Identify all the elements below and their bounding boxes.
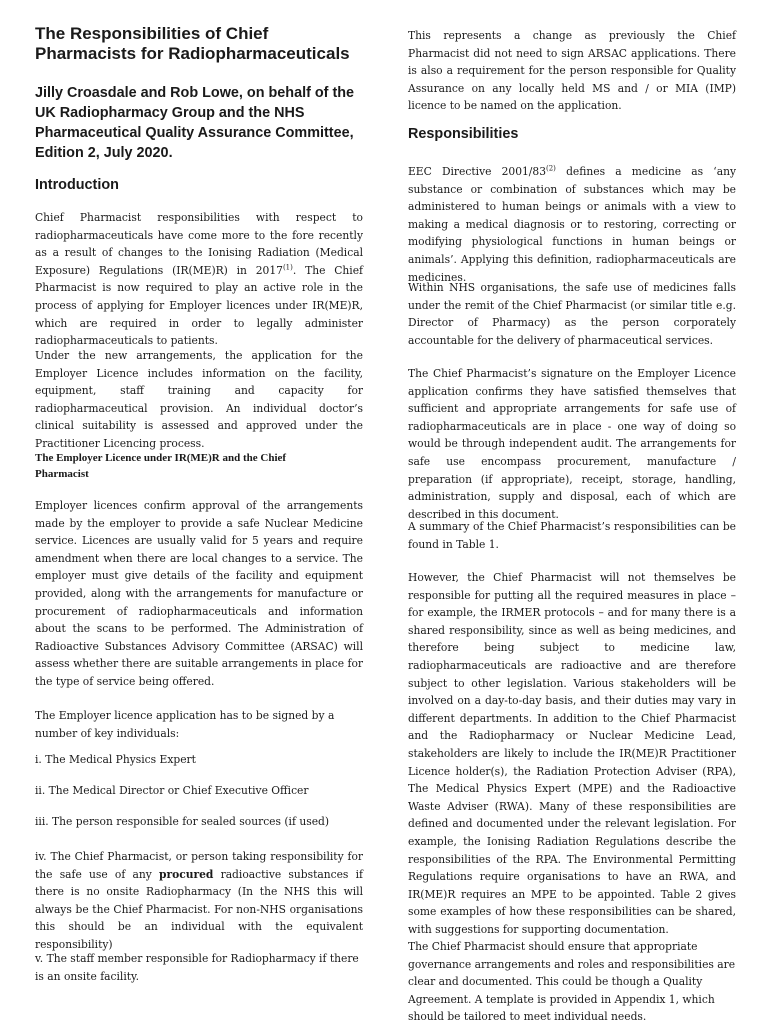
however-paragraph: However, the Chief Pharmacist will not themselves be responsible for putting all the required measures in place – for example, the IRMER protocols – and for many there is a shared responsibility, since as well as being medicines, and therefore being subject to medicine law, radiopharmaceuticals are radioactive and are therefore subject to other legislation. Various stakeholders will be involved on a day-to-day basis, and their duties may vary in different departments. In addition to the Chief Pharmacist and the Radiopharmacy or Nuclear Medicine Lead, stakeholders are likely to include the IR(ME)R Practitioner Licence holder(s), the Radiation Protection Adviser (RPA), The Medical Physics Expert (MPE) and the Radioactive Waste Adviser (RWA). Many of these responsibilities are defined and documented under the relevant legislation. For example, the Ionising Radiation Regulations describe the responsibilities of the RPA. The Environmental Permitting Regulations require organisations to have an RWA, and IR(ME)R requires an MPE to be appointed. Table 2 gives some examples of how these responsibilities can be shared, with suggestions for supporting documentation. [408,571,736,936]
authors-line: Jilly Croasdale and Rob Lowe, on behalf of the UK Radiopharmacy Group and the NHS Pharmaceutical Quality Assurance Committee, Edition 2, July 2020. [35,85,355,161]
signatory-item-1: i. The Medical Physics Expert [35,753,196,766]
intro-paragraph-2: Under the new arrangements, the application for the Employer Licence includes information on the facility, equipment, staff training and capacity for radiopharmaceutical provision. An individual doctor’s clinical suitability is assessed and approved under the Practitioner Licencing process. [35,349,363,450]
intro-paragraph-1-text-b: . The Chief Pharmacist is now required to play an active role in the process of applying for Employer licences under IR(ME)R, which are required in order to legally administer radiopharmaceuticals to patients. [35,263,363,348]
eec-text-a: EEC Directive 2001/83 [408,165,546,178]
citation-1: (1) [282,263,293,272]
signatory-item-4-text-b: radioactive substances if there is no onsite Radiopharmacy (In the NHS this will always be the Chief Pharmacist. For non-NHS organisations this should be an individual with the equivalent responsibility) [35,867,363,951]
employer-paragraph-1: Employer licences confirm approval of the arrangements made by the employer to provide a safe Nuclear Medicine service. Licences are usually valid for 5 years and require amendment when there are local changes to a service. The employer must give details of the facility and equipment provided, along with the arrangements for manufacture or procurement of radiopharmaceuticals and information about the scans to be performed. The Administration of Radioactive Substances Advisory Committee (ARSAC) will assess whether there are suitable arrangements in place for the type of service being offered. [35,499,363,688]
employer-paragraph-2: The Employer licence application has to be signed by a number of key individuals: [35,709,335,740]
signature-paragraph: The Chief Pharmacist’s signature on the Employer Licence application confirms they have satisfied themselves that sufficient and appropriate arrangements for safe use of radiopharmaceuticals are in place - one way of doing so would be through independent audit. The arrangements for safe use encompass procurement, manufacture / preparation (if appropriate), receipt, storage, handling, administration, supply and disposal, each of which are described in this document. [408,367,736,521]
governance-paragraph: The Chief Pharmacist should ensure that appropriate governance arrangements and roles and responsibilities are clear and documented. This could be though a Quality Agreement. A template is provided in Appendix 1, which should be tailored to meet individual needs. [408,940,736,1024]
eec-text-b: defines a medicine as ‘any substance or combination of substances which may be administered to human beings or animals with a view to making a medical diagnosis or to restoring, correcting or modifying physiological functions in human beings or animals’. Applying this definition, radiopharmaceuticals are medicines. [408,165,736,284]
eec-directive-paragraph [408,163,736,286]
signatory-item-5: v. The staff member responsible for Radiopharmacy if there is an onsite facility. [35,952,359,983]
intro-paragraph-1-text-a: Chief Pharmacist responsibilities with respect to radiopharmaceuticals have come more to the fore recently as a result of changes to the Ionising Radiation (Medical Exposure) Regulations (IR(ME)R) in 2017 [35,211,363,277]
employer-licence-heading: The Employer Licence under IR(ME)R and the Chief Pharmacist [35,452,287,480]
responsibilities-heading: Responsibilities [408,126,519,142]
change-paragraph: This represents a change as previously the Chief Pharmacist did not need to sign ARSAC applications. There is also a requirement for the person responsible for Quality Assurance on any locally held MS and / or MIA (IMP) licence to be named on the application. [408,29,736,113]
signatory-item-3: iii. The person responsible for sealed sources (if used) [35,815,330,828]
signatory-item-4-bold: procured [158,867,214,881]
summary-paragraph: A summary of the Chief Pharmacist’s responsibilities can be found in Table 1. [408,520,736,551]
introduction-heading: Introduction [35,177,119,193]
document-title: The Responsibilities of Chief Pharmacists for Radiopharmaceuticals [35,24,350,63]
signatory-item-4-text-a: iv. The Chief Pharmacist, or person taking responsibility for the safe use of any [35,850,363,881]
citation-2: (2) [546,164,556,173]
signatory-item-4 [35,848,363,954]
intro-paragraph-1 [35,209,363,350]
signatory-item-2: ii. The Medical Director or Chief Executive Officer [35,784,309,797]
nhs-paragraph: Within NHS organisations, the safe use of medicines falls under the remit of the Chief Pharmacist (or similar title e.g. Director of Pharmacy) as the person corporately accountable for the delivery of pharmaceutical services. [408,281,736,347]
